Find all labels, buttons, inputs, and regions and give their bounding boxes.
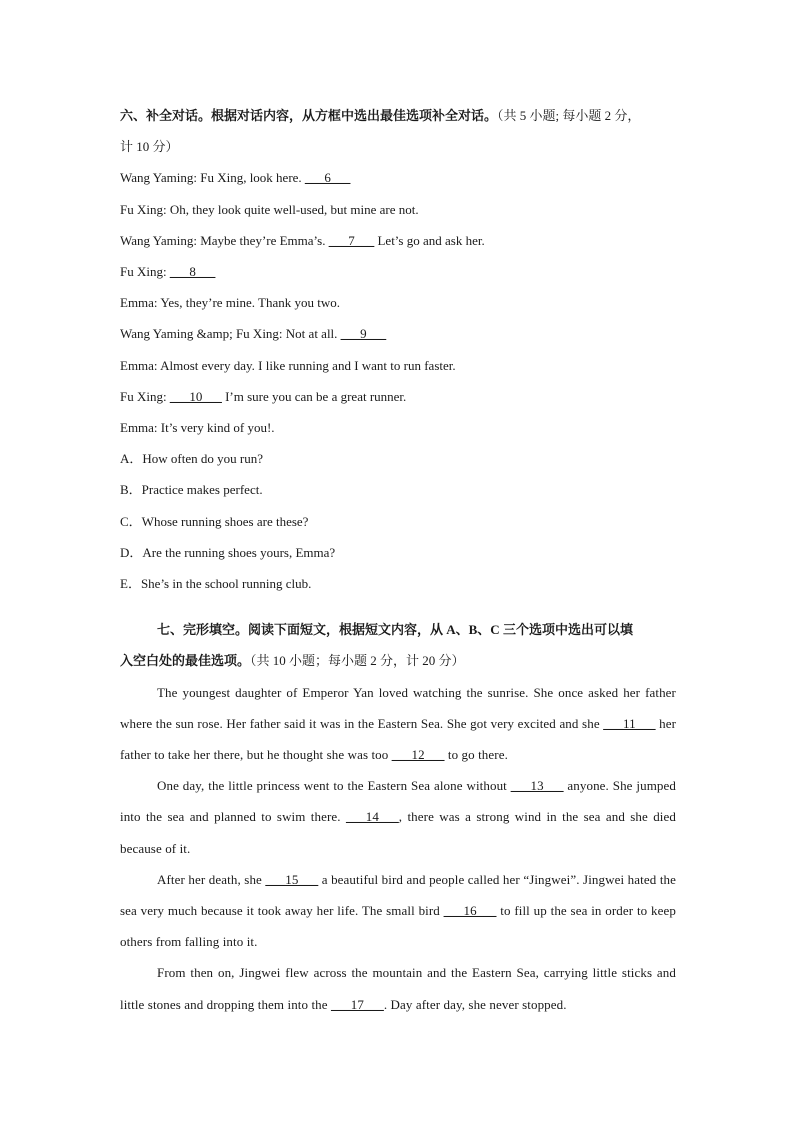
dialogue-text: Fu Xing: [120, 388, 170, 404]
options-list [120, 443, 676, 599]
section7-title [120, 614, 676, 645]
section6-title [120, 100, 676, 131]
dialogue-line [120, 256, 676, 287]
passage-text: From then on, Jingwei flew across the mountain and the Eastern Sea, carrying little sticks and little stones and dropping them into the [120, 965, 676, 1012]
passage-text: . Day after day, she never stopped. [383, 996, 567, 1012]
blank-12[interactable]: ___12___ [391, 747, 445, 763]
dialogue-line [120, 412, 676, 443]
dialogue-text: Let’s go and ask her. [374, 232, 485, 248]
dialogue-text: Fu Xing: [120, 264, 170, 280]
section-gap [120, 599, 676, 614]
option-e[interactable]: E．She’s in the school running club. [120, 576, 312, 592]
dialogue [120, 162, 676, 443]
blank-17[interactable]: ___17___ [331, 996, 384, 1012]
passage-text: anyone. She jumped into the sea and planned to swim there. [120, 778, 676, 825]
dialogue-text: Emma: Yes, they’re mine. Thank you two. [120, 295, 341, 311]
blank-6[interactable]: ___6___ [304, 170, 351, 186]
passage-text: her father to take her there, but he thought she was too [120, 715, 677, 763]
dialogue-text: Emma: It’s very kind of you!. [120, 420, 275, 436]
passage-text: a beautiful bird and people called her “Jingwei”. Jingwei hated the sea very much because it took away her life. The small bird [120, 871, 676, 919]
dialogue-line [120, 194, 676, 225]
section7-title-score: （共 10 小题；每小题 2 分，计 20 分） [250, 653, 465, 669]
worksheet-page [120, 100, 676, 1020]
blank-13[interactable]: ___13___ [510, 778, 564, 794]
section6-title-line2: 计 10 分） [120, 139, 179, 155]
blank-9[interactable]: ___9___ [340, 326, 387, 342]
passage-text: to go there. [444, 747, 508, 763]
section7-title-bold2: 入空白处的最佳选项。 [120, 653, 251, 669]
blank-8[interactable]: ___8___ [169, 264, 216, 280]
blank-7[interactable]: ___7___ [328, 232, 375, 248]
option-b[interactable]: B．Practice makes perfect. [120, 482, 263, 498]
blank-15[interactable]: ___15___ [265, 871, 319, 887]
dialogue-text: I’m sure you can be a great runner. [221, 388, 407, 404]
blank-11[interactable]: ___11___ [603, 715, 656, 731]
option-c[interactable]: C．Whose running shoes are these? [120, 513, 309, 529]
section7-title-line2 [120, 645, 676, 676]
dialogue-text: Wang Yaming: Maybe they’re Emma’s. [120, 232, 329, 248]
passage-text: to fill up the sea in order to keep others from falling into it. [120, 903, 676, 950]
option-a[interactable]: A．How often do you run? [120, 451, 263, 467]
option-d[interactable]: D．Are the running shoes yours, Emma? [120, 544, 336, 560]
section6-title-bold: 六、补全对话。根据对话内容，从方框中选出最佳选项补全对话。 [120, 108, 498, 123]
dialogue-text: Emma: Almost every day. I like running and I want to run faster. [120, 357, 456, 373]
section6-title-score: （共 5 小题; 每小题 2 分， [497, 108, 641, 123]
passage-text: , there was a strong wind in the sea and she died because of it. [120, 809, 676, 856]
dialogue-text: Wang Yaming: Fu Xing, look here. [120, 170, 305, 186]
dialogue-line [120, 350, 676, 381]
passage-text: One day, the little princess went to the Eastern Sea alone without [157, 778, 511, 794]
blank-16[interactable]: ___16___ [443, 903, 497, 919]
dialogue-line [120, 381, 676, 412]
passage-paragraph-3 [120, 864, 676, 958]
dialogue-text: Wang Yaming &amp; Fu Xing: Not at all. [120, 326, 341, 342]
dialogue-text: Fu Xing: Oh, they look quite well-used, but mine are not. [120, 201, 419, 217]
blank-14[interactable]: ___14___ [345, 809, 399, 825]
blank-10[interactable]: ___10___ [169, 388, 222, 404]
passage-text: After her death, she [157, 871, 266, 887]
dialogue-line [120, 162, 676, 193]
passage-paragraph-1 [120, 677, 676, 771]
dialogue-line [120, 318, 676, 349]
dialogue-line [120, 287, 676, 318]
passage-paragraph-2 [120, 770, 676, 864]
dialogue-line [120, 225, 676, 256]
section7-title-bold: 七、完形填空。阅读下面短文，根据短文内容，从 A、B、C 三个选项中选出可以填 [157, 622, 633, 638]
passage-paragraph-4 [120, 957, 676, 1019]
passage-text: The youngest daughter of Emperor Yan loved watching the sunrise. She once asked her father where the sun rose. Her father said it was in the Eastern Sea. She got very excited and she [120, 684, 676, 731]
